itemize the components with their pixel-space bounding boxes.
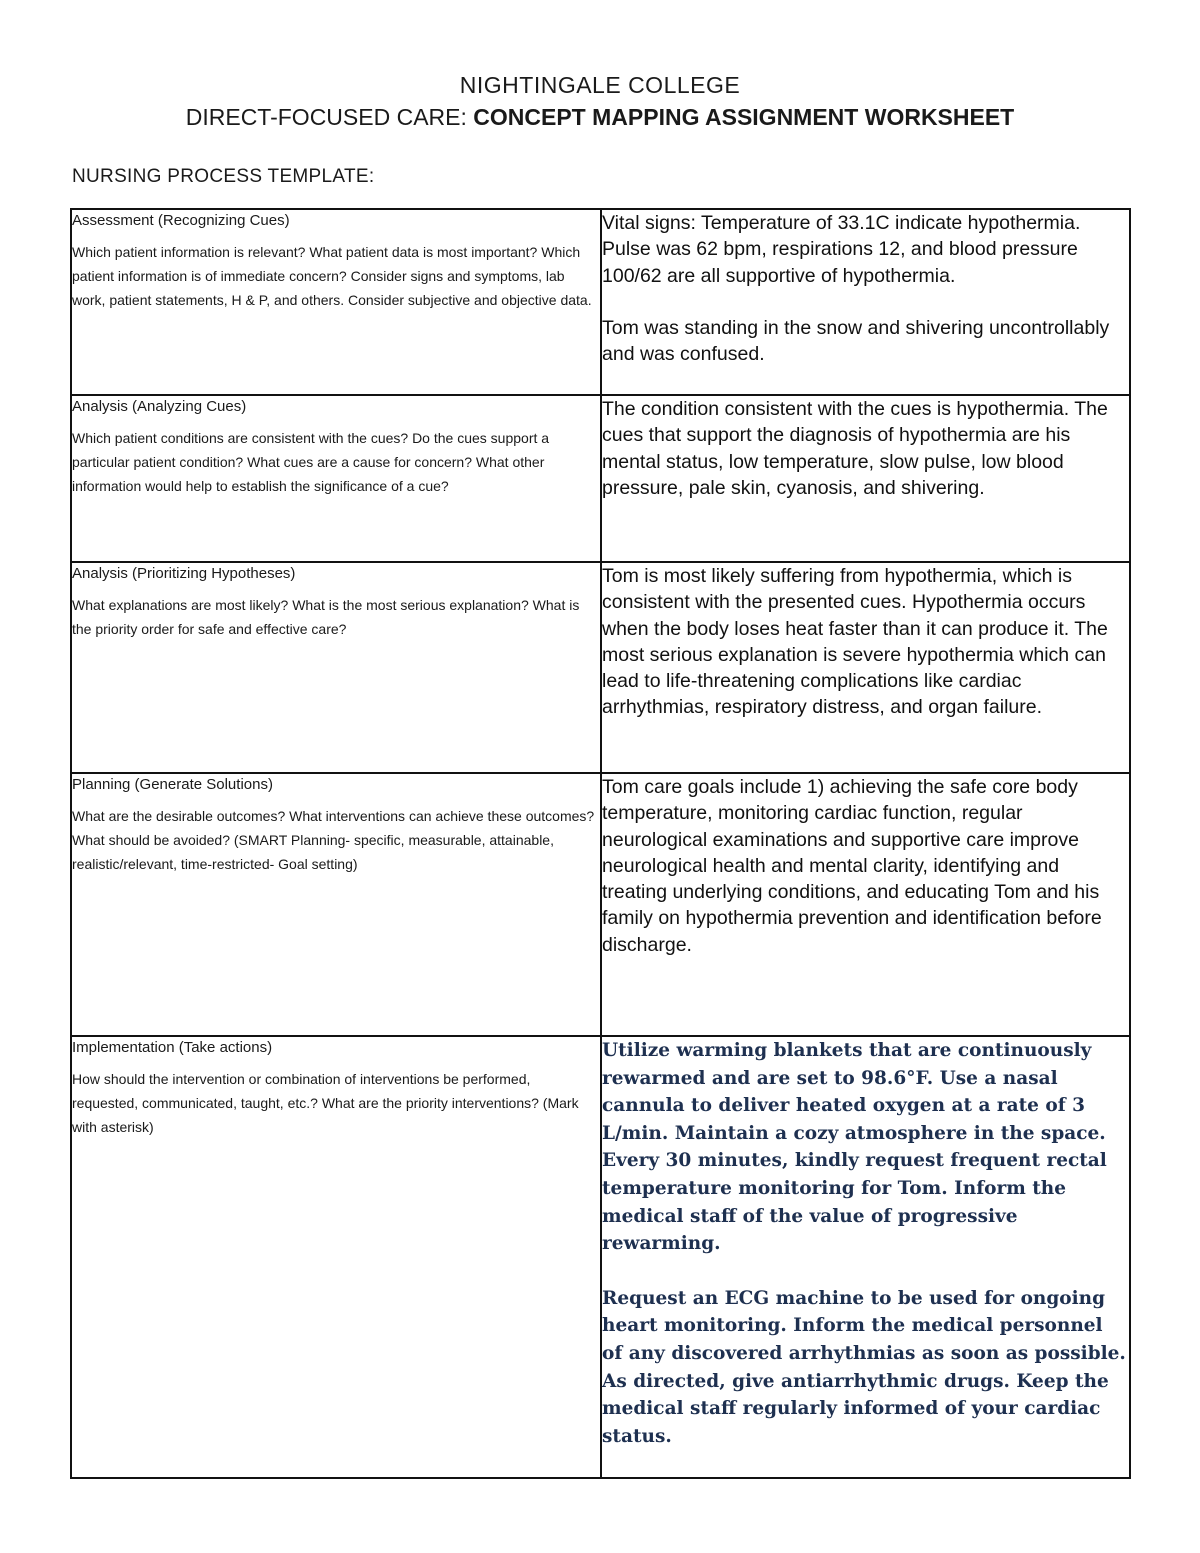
answer-paragraph: The condition consistent with the cues is hypothermia. The cues that support the diagnosis of hypothermia are his mental status, low temperature, slow pulse, low blood pressure, pale skin, cyanosis, and shivering. [602, 398, 1108, 499]
question-cell [71, 1036, 601, 1478]
document-header [0, 70, 1200, 134]
answer-text [602, 1037, 1129, 1450]
answer-cell [601, 773, 1130, 1036]
answer-text [602, 563, 1129, 721]
row-prompt: Which patient information is relevant? What patient data is most important? Which patient information is of immediate concern? Consider signs and symptoms, lab work, patient statements, H & P, and others. Consider subjective and objective data. [72, 244, 592, 308]
title-prefix: DIRECT-FOCUSED CARE: [185, 104, 474, 130]
question-cell [71, 209, 601, 395]
answer-cell [601, 1036, 1130, 1478]
row-prioritizing-hypotheses [71, 562, 1130, 773]
row-assessment [71, 209, 1130, 395]
row-planning [71, 773, 1130, 1036]
row-title: Implementation (Take actions) [72, 1039, 273, 1056]
answer-cell [601, 209, 1130, 395]
row-title: Planning (Generate Solutions) [72, 776, 273, 793]
nursing-process-table [70, 208, 1131, 1479]
question-cell [71, 773, 601, 1036]
answer-cell [601, 395, 1130, 562]
row-analyzing-cues [71, 395, 1130, 562]
row-prompt: What are the desirable outcomes? What interventions can achieve these outcomes? What should be avoided? (SMART Planning- specific, measurable, attainable, realistic/relevant, time-restricted- Goal setting) [72, 808, 595, 872]
row-implementation [71, 1036, 1130, 1478]
question-cell [71, 562, 601, 773]
row-title: Analysis (Analyzing Cues) [72, 398, 247, 415]
template-label: NURSING PROCESS TEMPLATE: [72, 166, 375, 187]
answer-paragraph: Tom care goals include 1) achieving the safe core body temperature, monitoring cardiac function, regular neurological examinations and supportive care improve neurological health and mental clarity, identifying and treating underlying conditions, and educating Tom and his family on hypothermia prevention and identification before discharge. [602, 776, 1102, 956]
answer-paragraph: Request an ECG machine to be used for ongoing heart monitoring. Inform the medical personnel of any discovered arrhythmias as soon as possible. As directed, give antiarrhythmic drugs. Keep the medical staff regularly informed of your cardiac status. [602, 1287, 1126, 1447]
answer-paragraph: Vital signs: Temperature of 33.1C indicate hypothermia. Pulse was 62 bpm, respirations 12, and blood pressure 100/62 are all supportive of hypothermia. [602, 212, 1081, 287]
answer-paragraph: Tom was standing in the snow and shivering uncontrollably and was confused. [602, 316, 1110, 366]
question-cell [71, 395, 601, 562]
answer-text [602, 396, 1129, 501]
row-prompt: Which patient conditions are consistent with the cues? Do the cues support a particular patient condition? What cues are a cause for concern? What other information would help to establish the significance of a cue? [72, 430, 550, 494]
row-prompt: How should the intervention or combination of interventions be performed, requested, communicated, taught, etc.? What are the priority interventions? (Mark with asterisk) [72, 1071, 579, 1135]
row-prompt: What explanations are most likely? What is the most serious explanation? What is the priority order for safe and effective care? [72, 597, 580, 637]
college-name: NIGHTINGALE COLLEGE [459, 72, 741, 98]
answer-cell [601, 562, 1130, 773]
document-title [0, 100, 1200, 134]
title-bold: CONCEPT MAPPING ASSIGNMENT WORKSHEET [473, 104, 1015, 130]
answer-paragraph: Utilize warming blankets that are continuously rewarmed and are set to 98.6°F. Use a nasal cannula to deliver heated oxygen at a rate of 3 L/min. Maintain a cozy atmosphere in the space. Every 30 minutes, kindly request frequent rectal temperature monitoring for Tom. Inform the medical staff of the value of progressive rewarming. [602, 1040, 1107, 1255]
answer-text [602, 774, 1129, 958]
answer-paragraph: Tom is most likely suffering from hypothermia, which is consistent with the presented cues. Hypothermia occurs when the body loses heat faster than it can produce it. The most serious explanation is severe hypothermia which can lead to life-threatening complications like cardiac arrhythmias, respiratory distress, and organ failure. [602, 565, 1108, 719]
answer-text [602, 210, 1129, 367]
row-title: Analysis (Prioritizing Hypotheses) [72, 565, 296, 582]
row-title: Assessment (Recognizing Cues) [72, 212, 290, 229]
